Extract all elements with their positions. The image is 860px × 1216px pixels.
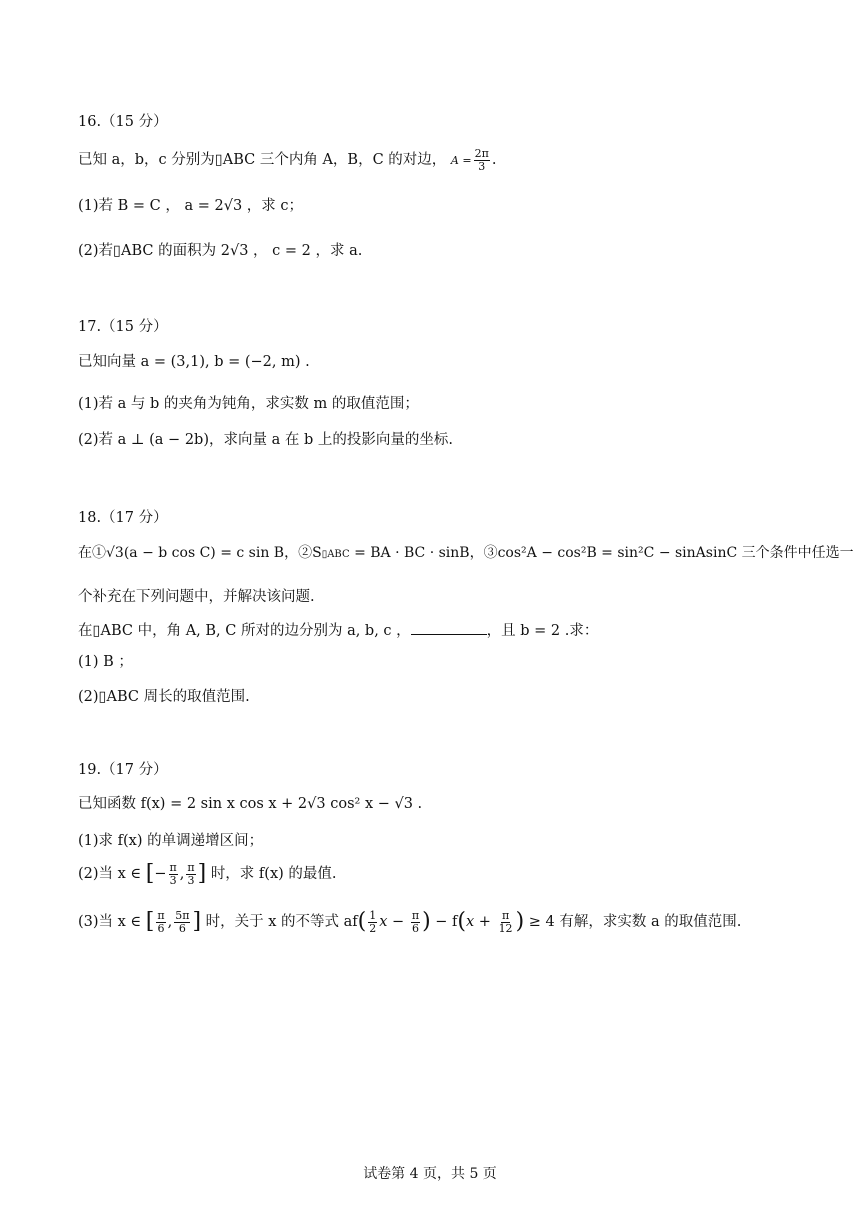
triangle-icon: ▯ [98,689,107,705]
q18-heading: 18.（17 分） [78,510,168,526]
q19-part3-text-b: 时，关于 x 的不等式 af [205,914,358,931]
q16-part1 [78,199,303,214]
q18-fill-blank [411,622,487,635]
q18-conditions [78,546,854,560]
triangle-icon: ▯ABC [321,549,350,560]
page-footer: 试卷第 4 页，共 5 页 [363,1166,497,1182]
q18-stem-text-b: ABC 中，角 A, B, C 所对的边分别为 a, b, c ， [100,623,411,639]
q16-angle-fraction: $\frac{2\pi}{3}$ [474,147,489,173]
q18-part2-text-b: ABC 周长的取值范围. [106,689,250,705]
q18-cond-line2: 个补充在下列问题中，并解决该问题. [78,589,315,605]
q19-part3-text-c: − f [435,914,458,931]
q17-stem: 已知向量 a = (3,1), b = (−2, m) . [78,354,310,370]
q18-part1: (1) B ； [78,654,133,670]
q17-part2: (2)若 a ⊥ (a − 2b)，求向量 a 在 b 上的投影向量的坐标. [78,432,453,448]
q19-stem: 已知函数 f(x) = 2 sin x cos x + 2√3 cos² x − √3 . [78,796,423,812]
q16-part1-text-b: a = 2√3 ，求 c； [184,198,304,214]
q16-part2-text-c: c = 2 ，求 a. [272,243,363,259]
q18-stem-text-c: ，且 b = 2 .求： [486,623,599,639]
q19-part3-text-d: ≥ 4 有解，求实数 a 的取值范围. [528,914,742,931]
q18-stem [78,622,598,639]
q16-stem: 已知 a，b，c 分别为▯ABC 三个内角 A，B，C 的对边， A = $\frac{2\pi}{3}$ . [78,147,497,173]
q18-cond-text-b: = BA · BC · sinB，③cos²A − cos²B = sin²C − sinAsinC 三个条件中任选一 [354,545,854,561]
q17-part1: (1)若 a 与 b 的夹角为钝角，求实数 m 的取值范围； [78,396,419,412]
q18-cond-text-a: 在①√3(a − b cos C) = c sin B，②S [78,545,322,561]
q19-part3-text-a: (3)当 x ∈ [78,914,142,931]
q16-heading: 16.（15 分） [78,114,168,130]
q19-part2-text-b: 时，求 f(x) 的最值. [210,866,337,883]
triangle-icon: ▯ [113,243,122,259]
triangle-icon: ▯ [92,623,101,639]
q19-part1: (1)求 f(x) 的单调递增区间； [78,833,264,849]
q16-stem-text-b: ABC 三个内角 A，B，C 的对边， [222,152,447,169]
q16-part1-text-a: (1)若 B = C ， [78,198,180,214]
q19-part2-text-a: (2)当 x ∈ [78,866,142,883]
q16-part2-text-a: (2)若 [78,243,114,259]
q16-stem-text-a: 已知 a，b，c 分别为 [78,152,215,169]
q19-part2: (2)当 x ∈ [− $\frac{\pi}{3}$ , $\frac{\pi}{3}$ ] 时，求 f(x) 的最值. [78,861,337,887]
q17-heading: 17.（15 分） [78,319,168,335]
q19-heading: 19.（17 分） [78,762,168,778]
q18-stem-text-a: 在 [78,623,93,639]
q16-part2 [78,244,362,259]
q18-part2-text-a: (2) [78,689,99,705]
triangle-icon: ▯ [214,152,223,169]
q19-part3: (3)当 x ∈ [ $\frac{\pi}{6}$ , $\frac{5\pi}{6}$ ] 时，关于 x 的不等式 af( $\frac{1}{2}$ x − $\frac{\pi}{6}$ ) − f(x + $\frac{\pi}{12}$ ) ≥ 4 有解，求实数 a 的取值范围. [78,909,742,935]
q16-part2-text-b: ABC 的面积为 2√3 ， [121,243,268,259]
q18-part2 [78,690,250,705]
